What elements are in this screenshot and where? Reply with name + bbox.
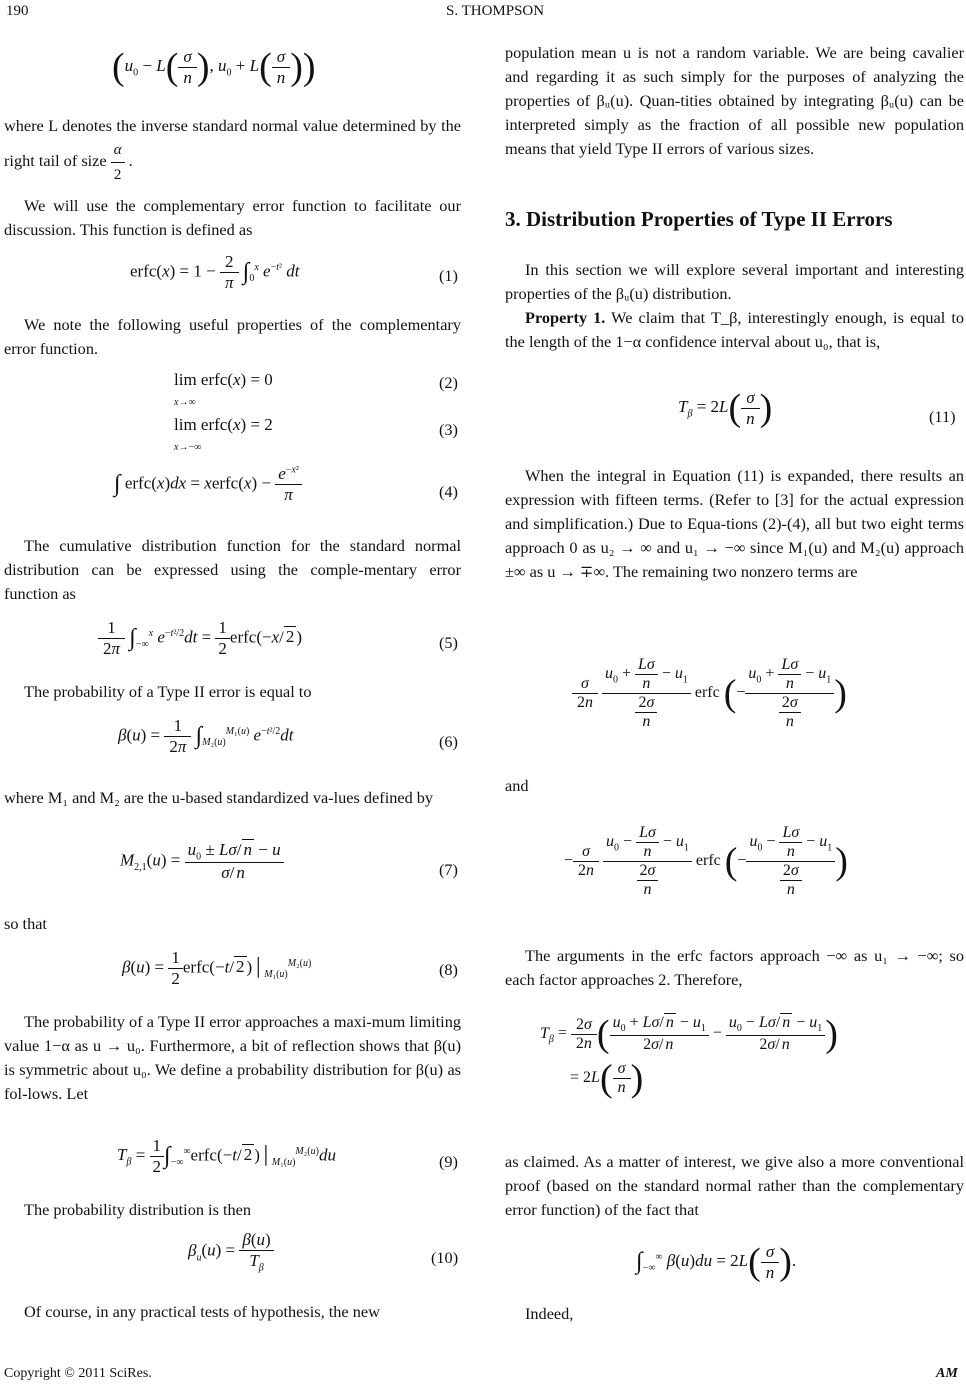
equation-10: $\beta_u(u)$ = $\frac{\beta(u)}{T_\beta}$ [188, 1230, 274, 1273]
para-where-L: where L denotes the inverse standard normal value determined by the right tail of size $\frac{\alpha}{2}$ . [4, 116, 461, 183]
eq-number-8: (8) [439, 960, 458, 979]
para-distribution: The probability distribution is then [24, 1200, 252, 1219]
para-approaches: The probability of a Type II error approaches a maxi-mum limiting value 1−α as u → u₀. Furthermore, a bit of reflection shows that β(u) is symmetric about u₀. We define a probability distribution for β(u) as fol-lows. Let [4, 1012, 461, 1103]
nonzero-term-2: − $\frac{\sigma}{2n}$ $u_0$ − $\frac{L\sigma}{n}$ − $u_1$ $\frac{2\sigma}{n}$ erfc (− $u_0$ − $\frac{L\sigma}{n}$ − $u_1$ $\frac{2\sigma}{n}$ ) [564, 824, 848, 898]
para-complementary: We will use the complementary error function to facilitate our discussion. This function is defined as [4, 196, 461, 239]
para-arguments: The arguments in the erfc factors approach −∞ as u₁ → −∞; so each factor approaches 2. Therefore, [505, 946, 964, 989]
equation-5: $\frac{1}{2\pi}$ $\int_{-\infty}^x$ $e^{-t^2/2}dt$ = $\frac{1}{2}$ erfc(−x/ 2 ) [98, 618, 302, 659]
eq-number-10: (10) [431, 1248, 459, 1267]
eq-number-2: (2) [439, 373, 458, 392]
nonzero-term-1: $\frac{\sigma}{2n}$ $u_0$ + $\frac{L\sigma}{n}$ − $u_1$ $\frac{2\sigma}{n}$ erfc (− $u_0$ + $\frac{L\sigma}{n}$ − $u_1$ $\frac{2\sigma}{n}$ ) [572, 656, 847, 731]
equation-6: β(u) = $\frac{1}{2\pi}$ $\int_{M_2(u)}^{M_1(u)}$ $e^{-t^2/2}dt$ [118, 716, 294, 756]
equation-8: β(u) = $\frac{1}{2}$ erfc(−t/ 2 )$│_{M_1(u)}^{M_2(u)}$ [122, 948, 312, 988]
equation-4: ∫ erfc(x)dx = xerfc(x) − $\frac{e^{-x^2}}{\pi}$ [114, 464, 302, 505]
eq-number-5: (5) [439, 633, 458, 652]
eq-number-4: (4) [439, 482, 458, 501]
para-prob: The probability of a Type II error is equal to [24, 682, 312, 701]
page-number: 190 [6, 3, 29, 19]
equation-7: $M_{2,1}(u)$ = $\frac{u_0 \pm L\sigma/ n - u}{\sigma/ n}$ [120, 840, 284, 883]
para-note: We note the following useful properties of the complementary error function. [4, 315, 461, 358]
equation-11: $T_\beta = 2L$( $\frac{\sigma}{n}$ ) [678, 387, 773, 429]
running-header: S. THOMPSON [446, 3, 545, 19]
eq-number-7: (7) [439, 860, 458, 879]
para-section-intro: In this section we will explore several important and interesting properties of the βᵤ(u) distribution. [505, 260, 964, 303]
eq-number-1: (1) [439, 266, 458, 285]
para-population: population mean u is not a random variable. We are being cavalier and regarding it as such simply for the purposes of analyzing the properties of βᵤ(u). Quan-tities obtained by integrating βᵤ(u) can be interpreted simply as the fraction of all possible new population means that yield Type II errors of various sizes. [505, 43, 964, 158]
eq-number-6: (6) [439, 732, 458, 751]
eq-number-3: (3) [439, 420, 458, 439]
footer-journal: AM [936, 1366, 958, 1381]
para-of-course: Of course, in any practical tests of hypothesis, the new [24, 1302, 380, 1321]
para-and: and [505, 776, 529, 795]
interval-expression: ($u_0 - L$( $\frac{\sigma}{n}$ ), $u_0 + L$( $\frac{\sigma}{n}$ )) [112, 46, 316, 88]
equation-1: erfc(x) = 1 − $\frac{2}{\pi}$ $\int_0^x$ $e^{-t^2}$ dt [130, 252, 300, 292]
eq-number-9: (9) [439, 1152, 458, 1171]
equation-3: lim erfc(x) = 2 x→−∞ [174, 415, 273, 453]
footer-copyright: Copyright © 2011 SciRes. [4, 1366, 152, 1381]
section-title: 3. Distribution Properties of Type II Errors [505, 207, 893, 231]
para-claimed: as claimed. As a matter of interest, we give also a more conventional proof (based on the standard normal rather than the complementary error function) of the fact that [505, 1152, 964, 1219]
para-property-1: Property 1. We claim that T_β, interestingly enough, is equal to the length of the 1−α confidence interval about u₀, that is, [505, 308, 964, 351]
para-so-that: so that [4, 914, 47, 933]
para-cdf: The cumulative distribution function for the standard normal distribution can be expressed using the comple-mentary error function as [4, 536, 461, 603]
para-integral: When the integral in Equation (11) is expanded, there results an expression with fifteen terms. (Refer to [3] for the actual expression and simplification.) Due to Equa-tions (2)-(4), all but two eight terms approach 0 as u₂ → ∞ and u₁ → −∞ since M₁(u) and M₂(u) approach ±∞ as u → ∓∞. The remaining two nonzero terms are [505, 466, 964, 581]
para-indeed: Indeed, [525, 1304, 574, 1323]
para-where-M: where M₁ and M₂ are the u-based standardized va-lues defined by [4, 788, 434, 807]
equation-2: lim erfc(x) = 0 x→∞ [174, 370, 273, 408]
equation-tbeta-derivation: $T_\beta$ = $\frac{2\sigma}{2n}$ ( $\frac{u_0 + L\sigma/ n - u_1}{2\sigma/ n}$ − $\frac{u_0 - L\sigma/ n - u_1}{2\sigma/ n}$ ) = 2L( $\frac{\sigma}{n}$ ) [540, 1013, 838, 1099]
eq-number-11: (11) [929, 407, 956, 426]
equation-9: $T_\beta$ = $\frac{1}{2}$ $\int_{-\infty}^\infty erfc(-t/$ 2 )$│_{M_1(u)}^{M_2(u)}du$ [117, 1136, 336, 1176]
equation-integral-beta: $\int_{-\infty}^\infty$ β(u)du = 2L( $\frac{\sigma}{n}$ ). [636, 1241, 797, 1283]
